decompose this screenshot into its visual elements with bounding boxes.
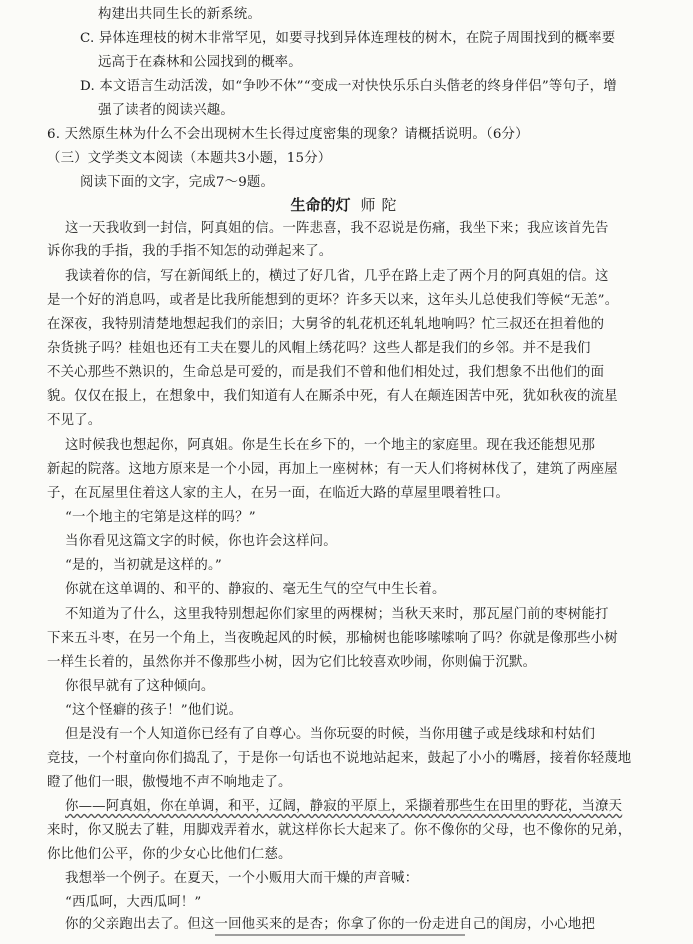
- paragraph-line: 下来五斗枣，在另一个角上，当夜晚起风的时候，那榆树也能哆嗦嗦响了吗？你就是像那些小树: [47, 631, 618, 646]
- paragraph-line: 一样生长着的，虽然你并不像那些小树，因为它们比较喜欢吵闹，你则偏于沉默。: [47, 655, 537, 670]
- article-title: [0, 195, 693, 215]
- paragraph-line: 新起的院落。这地方原来是一个小园，再加上一座树林；有一天人们将树林伐了，建筑了两座屋: [47, 462, 618, 477]
- paragraph-line: 我读着你的信，写在新闻纸上的，横过了好几省，几乎在路上走了两个月的阿真姐的信。这: [65, 269, 609, 284]
- paragraph-line: 不关心那些不熟识的，生命总是可爱的，而是我们不曾和他们相处过，我们想象不出他们的面: [47, 365, 605, 380]
- page-footer-edge: [215, 934, 465, 944]
- paragraph-line: 这时候我也想起你，阿真姐。你是生长在乡下的，一个地主的家庭里。现在我还能想见那: [65, 438, 596, 453]
- paragraph-line: 不见了。: [47, 413, 102, 428]
- paragraph-line: 是一个好的消息吗，或者是比我所能想到的更坏？许多天以来，这年头儿总使我们等候“无恙”。: [47, 293, 619, 308]
- paragraph-line: 不知道为了什么，这里我特别想起你们家里的两棵树；当秋天来时，那瓦屋门前的枣树能打: [65, 607, 609, 622]
- paragraph-line: 来时，你又脱去了鞋，用脚戏弄着水，就这样你长大起来了。你不像你的父母，也不像你的兄弟，: [47, 823, 632, 838]
- option-c: C. 异体连理枝的树木非常罕见，如要寻找到异体连理枝的树木，在院子周围找到的概率要: [80, 31, 616, 46]
- paragraph-line: 子，在瓦屋里住着这人家的主人，在另一面，在临近大路的草屋里喂着牲口。: [47, 486, 510, 501]
- option-d: D. 本文语言生动活泼，如“争吵不休”“变成一对快快乐乐白头偕老的终身伴侣”等句子，增: [80, 79, 617, 94]
- paragraph-line: 竞技，一个村童向你们捣乱了，于是你一句话也不说地站起来，鼓起了小小的嘴唇，接着你轻蔑地: [47, 751, 632, 766]
- paragraph-line: 但是没有一个人知道你已经有了自尊心。当你玩耍的时候，当你用毽子或是线球和村姑们: [65, 727, 596, 742]
- section-heading: （三）文学类文本阅读（本题共3小题，15分）: [47, 151, 332, 166]
- paragraph-line: “这个怪癖的孩子！”他们说。: [65, 703, 243, 718]
- paragraph-line: “一个地主的宅第是这样的吗？”: [65, 510, 256, 525]
- paragraph-line: 貌。仅仅在报上，在想象中，我们知道有人在厮杀中死，有人在颠连困苦中死，犹如秋夜的流星: [47, 389, 618, 404]
- paragraph-line: 你就在这单调的、和平的、静寂的、毫无生气的空气中生长着。: [65, 582, 446, 597]
- author-name: 师陀: [360, 196, 403, 214]
- paragraph-line: “是的，当初就是这样的。”: [65, 558, 222, 573]
- question-6: 6. 天然原生林为什么不会出现树木生长得过度密集的现象？请概括说明。（6分）: [47, 127, 529, 142]
- text-line: 构建出共同生长的新系统。: [98, 7, 262, 22]
- paragraph-line: 在深夜，我特别清楚地想起我们的亲旧；大舅爷的轧花机还轧轧地响吗？忙三叔还在担着他的: [47, 317, 605, 332]
- paragraph-line: 我想举一个例子。在夏天，一个小贩用大而干燥的声音喊：: [65, 871, 419, 886]
- paragraph-line: 这一天我收到一封信，阿真姐的信。一阵悲喜，我不忍说是伤痛，我坐下来；我应该首先告: [65, 221, 609, 236]
- instruction: 阅读下面的文字，完成7～9题。: [80, 175, 275, 190]
- paragraph-line: 你的父亲跑出去了。但这一回他买来的是杏；你拿了你的一份走进自己的闺房，小心地把: [65, 917, 596, 932]
- paragraph-line: 你比他们公平，你的少女心比他们仁慈。: [47, 847, 292, 862]
- paragraph-line: 你很早就有了这种倾向。: [65, 679, 215, 694]
- paragraph-line: 当你看见这篇文字的时候，你也许会这样问。: [65, 534, 337, 549]
- title-text: 生命的灯: [290, 196, 351, 214]
- paragraph-line: 杂货挑子吗？桂姐也还有工夫在婴儿的风帽上绣花吗？这些人都是我们的乡邻。并不是我们: [47, 341, 591, 356]
- underlined-paragraph-line: 你——阿真姐，你在单调，和平，辽阔，静寂的平原上，采撷着那些生在田里的野花，当潦天: [65, 799, 623, 814]
- paragraph-line: “西瓜呵，大西瓜呵！”: [65, 895, 202, 910]
- paragraph-line: 诉你我的手指，我的手指不知怎的动弹起来了。: [47, 244, 333, 259]
- text-line: 远高于在森林和公园找到的概率。: [98, 55, 302, 70]
- text-line: 强了读者的阅读兴趣。: [98, 103, 234, 118]
- paragraph-line: 瞪了他们一眼，傲慢地不声不响地走了。: [47, 775, 292, 790]
